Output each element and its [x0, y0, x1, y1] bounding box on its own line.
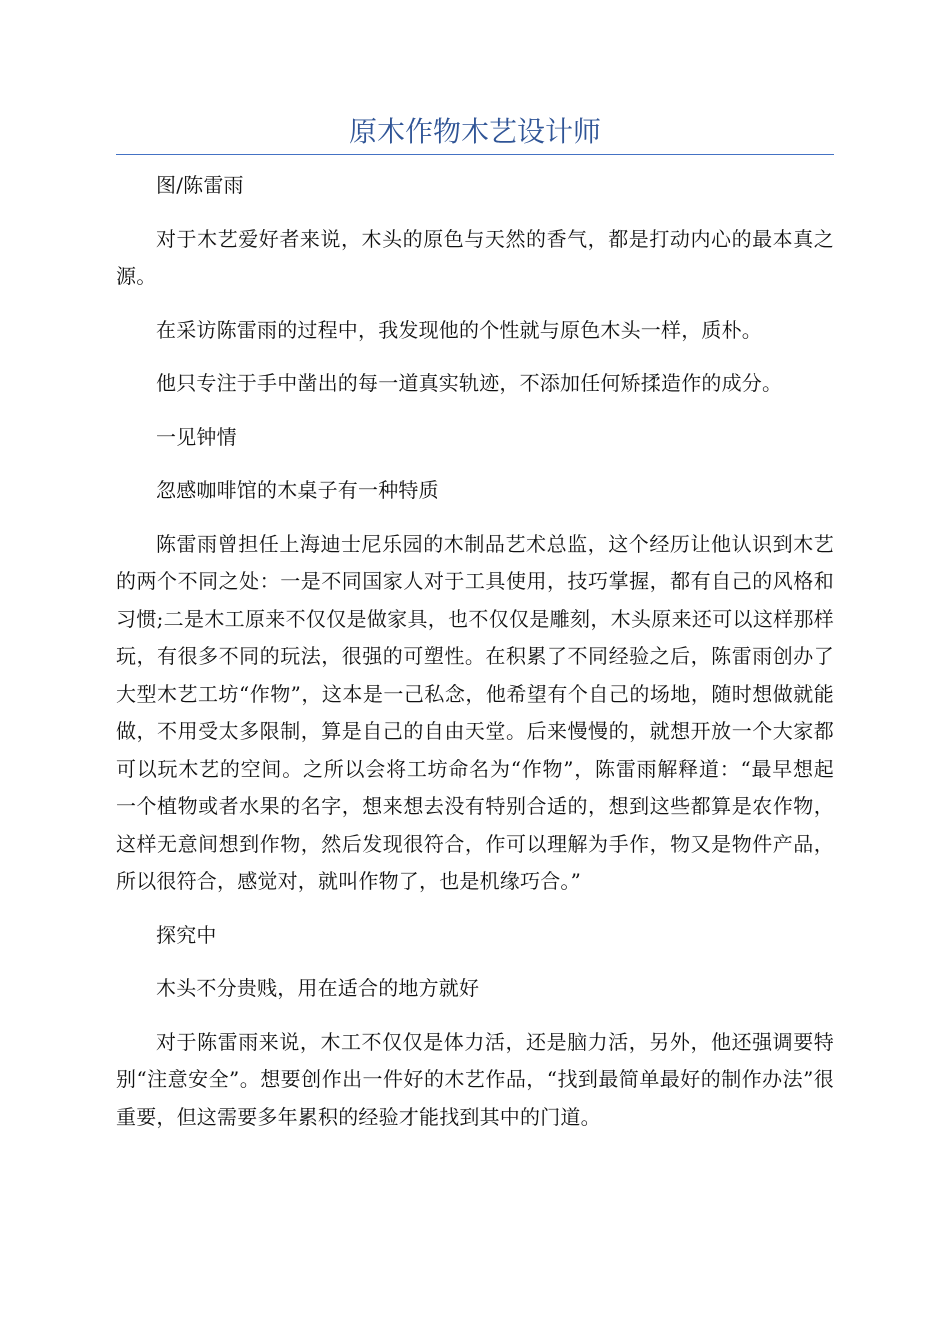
- section-heading-love-at-first-sight: 一见钟情: [156, 424, 237, 449]
- paragraph-focus: 他只专注于手中凿出的每一道真实轨迹，不添加任何矫揉造作的成分。: [156, 371, 783, 395]
- paragraph-intro: 对于木艺爱好者来说，木头的原色与天然的香气，都是打动内心的最本真之源。: [116, 226, 834, 288]
- title-underline: [116, 154, 834, 155]
- paragraph-photo-credit: 图/陈雷雨: [156, 173, 244, 197]
- paragraph-disney-experience: 陈雷雨曾担任上海迪士尼乐园的木制品艺术总监，这个经历让他认识到木艺的两个不同之处：一是不同国家人对于工具使用，技巧掌握，都有自己的风格和习惯;二是木工原来不仅仅是做家具，也不仅仅是雕刻，木头原来还可以这样那样玩，有很多不同的玩法，很强的可塑性。在积累了不同经验之后，陈雷雨创办了大型木艺工坊“作物”，这本是一己私念，他希望有个自己的场地，随时想做就能做，不用受太多限制，算是自己的自由天堂。后来慢慢的，就想开放一个大家都可以玩木艺的空间。之所以会将工坊命名为“作物”，陈雷雨解释道：“最早想起一个植物或者水果的名字，想来想去没有特别合适的，想到这些都算是农作物，这样无意间想到作物，然后发现很符合，作可以理解为手作，物又是物件产品，所以很符合，感觉对，就叫作物了，也是机缘巧合。”: [116, 531, 834, 893]
- document-page: [116, 110, 834, 1152]
- subheading-wood-value: 木头不分贵贱，用在适合的地方就好: [156, 976, 480, 1000]
- paragraph-interview: 在采访陈雷雨的过程中，我发现他的个性就与原色木头一样，质朴。: [156, 317, 762, 342]
- document-title: 原木作物木艺设计师: [348, 115, 601, 148]
- subheading-cafe-table: 忽感咖啡馆的木桌子有一种特质: [156, 478, 439, 502]
- paragraph-safety: 对于陈雷雨来说，木工不仅仅是体力活，还是脑力活，另外，他还强调要特别“注意安全”。想要创作出一件好的木艺作品，“找到最简单最好的制作办法”很重要，但这需要多年累积的经验才能找到其中的门道。: [116, 1029, 834, 1129]
- section-heading-exploring: 探究中: [156, 922, 217, 947]
